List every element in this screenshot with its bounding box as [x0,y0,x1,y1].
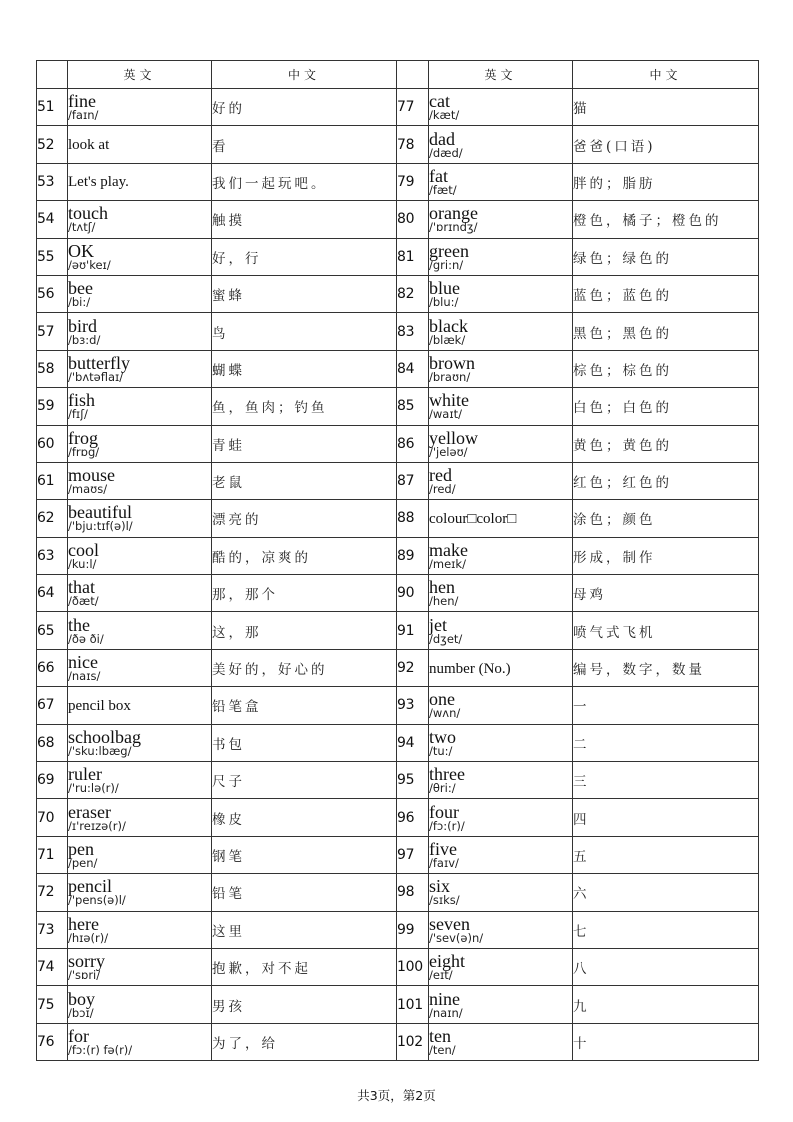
row-number: 68 [37,724,68,761]
english-word: brown [429,352,475,373]
row-number: 77 [397,89,429,126]
chinese-meaning: 三 [573,762,759,799]
english-word: that [68,577,95,598]
phonetic-transcription: /fɔ:(r) fə(r)/ [68,1042,133,1057]
row-number: 55 [37,238,68,275]
english-cell [429,163,573,200]
row-number: 90 [397,575,429,612]
row-number: 74 [37,948,68,985]
english-word: blue [429,278,460,299]
english-word: hen [429,577,455,598]
english-word: fish [68,390,95,411]
chinese-meaning: 青蛙 [212,425,397,462]
table-header-row [37,61,759,89]
phonetic-transcription: /braʊn/ [429,369,471,384]
row-number: 100 [397,948,429,985]
english-cell [429,275,573,312]
phonetic-transcription: /frɒg/ [68,444,100,459]
row-number: 88 [397,500,429,537]
english-cell [429,462,573,499]
chinese-meaning: 黄色；黄色的 [573,425,759,462]
english-word: make [429,539,468,560]
chinese-meaning: 为了，给 [212,1023,397,1060]
row-number: 89 [397,537,429,574]
chinese-meaning: 这里 [212,911,397,948]
table-row [37,649,759,686]
english-word: three [429,764,465,785]
chinese-meaning: 蓝色；蓝色的 [573,275,759,312]
chinese-meaning: 猫 [573,89,759,126]
english-cell [68,238,212,275]
english-word: six [429,876,451,897]
english-cell [68,724,212,761]
phonetic-transcription: /ten/ [429,1042,456,1057]
phonetic-transcription: /waɪt/ [429,407,462,422]
english-cell [429,89,573,126]
row-number: 102 [397,1023,429,1060]
english-word: here [68,913,99,934]
english-word: eight [429,951,465,972]
table-row [37,500,759,537]
english-cell [429,201,573,238]
chinese-meaning: 形成，制作 [573,537,759,574]
phonetic-transcription: /bɜ:d/ [68,332,101,347]
phonetic-transcription: /'jeləʊ/ [429,444,468,459]
english-cell [429,1023,573,1060]
phonetic-transcription: /eɪt/ [429,968,453,983]
english-cell [68,201,212,238]
chinese-meaning: 酷的，凉爽的 [212,537,397,574]
table-row [37,874,759,911]
english-cell [68,948,212,985]
english-cell [68,1023,212,1060]
chinese-meaning: 棕色；棕色的 [573,350,759,387]
english-cell [429,313,573,350]
chinese-meaning: 黑色；黑色的 [573,313,759,350]
english-word: one [429,689,455,710]
row-number: 99 [397,911,429,948]
phonetic-transcription: /'bju:tɪf(ə)l/ [68,519,133,534]
phonetic-transcription: /'ru:lə(r)/ [68,781,119,796]
english-word: nice [68,652,98,673]
row-number: 75 [37,986,68,1023]
chinese-meaning: 尺子 [212,762,397,799]
chinese-meaning: 铅笔盒 [212,687,397,724]
english-word: the [68,614,90,635]
english-word: boy [68,988,95,1009]
chinese-meaning: 五 [573,836,759,873]
chinese-meaning: 钢笔 [212,836,397,873]
english-word: eraser [68,801,111,822]
english-word: bird [68,315,97,336]
english-cell [68,762,212,799]
row-number: 70 [37,799,68,836]
row-number: 84 [397,350,429,387]
phonetic-transcription: /wʌn/ [429,706,461,721]
phonetic-transcription: /hɪə(r)/ [68,930,109,945]
chinese-meaning: 看 [212,126,397,163]
english-word: cool [68,539,99,560]
english-word: look at [68,137,110,154]
english-word: sorry [68,951,105,972]
table-row [37,911,759,948]
phonetic-transcription: /ku:l/ [68,556,97,571]
table-row [37,462,759,499]
chinese-meaning: 编号，数字，数量 [573,649,759,686]
english-word: four [429,801,459,822]
chinese-meaning: 男孩 [212,986,397,1023]
chinese-meaning: 四 [573,799,759,836]
english-cell [429,126,573,163]
english-word: beautiful [68,502,132,523]
phonetic-transcription: /sɪks/ [429,893,460,908]
chinese-meaning: 橡皮 [212,799,397,836]
table-row [37,537,759,574]
chinese-meaning: 十 [573,1023,759,1060]
table-row [37,313,759,350]
row-number: 54 [37,201,68,238]
english-cell [68,911,212,948]
english-cell [68,163,212,200]
row-number: 95 [397,762,429,799]
row-number: 76 [37,1023,68,1060]
english-cell [68,799,212,836]
english-cell [429,388,573,425]
chinese-meaning: 好，行 [212,238,397,275]
row-number: 82 [397,275,429,312]
english-cell [68,836,212,873]
english-cell [429,500,573,537]
english-cell [429,238,573,275]
english-cell [68,874,212,911]
table-row [37,612,759,649]
table-row [37,948,759,985]
english-word: two [429,726,456,747]
english-cell [68,687,212,724]
chinese-meaning: 七 [573,911,759,948]
row-number: 64 [37,575,68,612]
phonetic-transcription: /dʒet/ [429,631,463,646]
chinese-meaning: 蝴蝶 [212,350,397,387]
chinese-meaning: 六 [573,874,759,911]
table-row [37,1023,759,1060]
row-number: 98 [397,874,429,911]
row-number: 72 [37,874,68,911]
row-number: 71 [37,836,68,873]
english-cell [429,537,573,574]
header-number-left [37,61,68,89]
english-cell [429,836,573,873]
row-number: 94 [397,724,429,761]
english-cell [68,126,212,163]
english-cell [429,687,573,724]
chinese-meaning: 蜜蜂 [212,275,397,312]
row-number: 91 [397,612,429,649]
chinese-meaning: 鱼，鱼肉；钓鱼 [212,388,397,425]
row-number: 51 [37,89,68,126]
table-row [37,724,759,761]
table-row [37,575,759,612]
phonetic-transcription: /fæt/ [429,182,457,197]
english-cell [68,612,212,649]
table-row [37,163,759,200]
phonetic-transcription: /red/ [429,482,456,497]
phonetic-transcription: /bi:/ [68,295,91,310]
phonetic-transcription: /blu:/ [429,295,459,310]
table-row [37,89,759,126]
phonetic-transcription: /θri:/ [429,781,456,796]
phonetic-transcription: /bɔɪ/ [68,1005,94,1020]
table-row [37,201,759,238]
row-number: 78 [397,126,429,163]
phonetic-transcription: /fɪʃ/ [68,407,88,422]
row-number: 79 [397,163,429,200]
table-row [37,275,759,312]
row-number: 101 [397,986,429,1023]
header-number-right [397,61,429,89]
english-word: fat [429,165,448,186]
english-word: pencil [68,876,112,897]
phonetic-transcription: /naɪn/ [429,1005,463,1020]
english-word: yellow [429,427,478,448]
table-row [37,836,759,873]
english-cell [68,986,212,1023]
phonetic-transcription: /'sev(ə)n/ [429,930,484,945]
row-number: 73 [37,911,68,948]
phonetic-transcription: /tu:/ [429,743,453,758]
english-word: fine [68,91,96,112]
phonetic-transcription: /maʊs/ [68,482,108,497]
phonetic-transcription: /kæt/ [429,108,460,123]
english-word: five [429,839,457,859]
english-word: pencil box [68,697,131,714]
chinese-meaning: 九 [573,986,759,1023]
table-row [37,238,759,275]
row-number: 97 [397,836,429,873]
phonetic-transcription: /əʊ'keɪ/ [68,257,111,272]
english-word: red [429,465,452,486]
english-word: cat [429,91,450,112]
row-number: 60 [37,425,68,462]
row-number: 62 [37,500,68,537]
english-cell [68,537,212,574]
english-cell [429,425,573,462]
table-row [37,687,759,724]
phonetic-transcription: /ɪ'reɪzə(r)/ [68,818,126,833]
row-number: 87 [397,462,429,499]
phonetic-transcription: /blæk/ [429,332,466,347]
chinese-meaning: 一 [573,687,759,724]
english-word: orange [429,203,478,224]
english-word: seven [429,913,470,934]
chinese-meaning: 漂亮的 [212,500,397,537]
chinese-meaning: 美好的，好心的 [212,649,397,686]
english-word: green [429,240,469,261]
chinese-meaning: 白色；白色的 [573,388,759,425]
chinese-meaning: 喷气式飞机 [573,612,759,649]
phonetic-transcription: /ðə ði/ [68,631,104,646]
phonetic-transcription: /pen/ [68,856,98,870]
phonetic-transcription: /naɪs/ [68,669,101,684]
english-cell [68,275,212,312]
chinese-meaning: 触摸 [212,201,397,238]
page-footer: 共3页，第2页 [357,1088,436,1103]
english-cell [429,948,573,985]
row-number: 85 [397,388,429,425]
phonetic-transcription: /'pens(ə)l/ [68,893,126,908]
row-number: 92 [397,649,429,686]
chinese-meaning: 铅笔 [212,874,397,911]
english-word: nine [429,988,460,1009]
english-cell [429,575,573,612]
row-number: 67 [37,687,68,724]
row-number: 81 [397,238,429,275]
table-row [37,986,759,1023]
chinese-meaning: 爸爸(口语) [573,126,759,163]
chinese-meaning: 涂色；颜色 [573,500,759,537]
english-word: Let's play. [68,174,129,191]
chinese-meaning: 抱歉，对不起 [212,948,397,985]
chinese-meaning: 这，那 [212,612,397,649]
table-row [37,762,759,799]
row-number: 80 [397,201,429,238]
english-cell [429,799,573,836]
english-word: OK [68,240,94,261]
english-cell [68,462,212,499]
english-word: black [429,315,468,336]
row-number: 59 [37,388,68,425]
phonetic-transcription: /tʌtʃ/ [68,220,96,235]
phonetic-transcription: /'ɒrɪndʒ/ [429,220,478,235]
chinese-meaning: 红色；红色的 [573,462,759,499]
english-word: ten [429,1025,451,1046]
row-number: 57 [37,313,68,350]
chinese-meaning: 二 [573,724,759,761]
table-row [37,388,759,425]
header-chinese-left: 中文 [212,61,397,89]
phonetic-transcription: /hen/ [429,594,459,609]
english-cell [68,313,212,350]
english-cell [429,350,573,387]
english-cell [429,874,573,911]
english-word: mouse [68,465,115,486]
english-word: schoolbag [68,726,141,747]
chinese-meaning: 我们一起玩吧。 [212,163,397,200]
english-word: for [68,1025,89,1046]
row-number: 93 [397,687,429,724]
english-word: pen [68,839,94,859]
row-number: 56 [37,275,68,312]
english-cell [429,612,573,649]
english-word: jet [429,614,447,635]
phonetic-transcription: /faɪv/ [429,856,459,870]
vocabulary-table [36,60,759,1061]
phonetic-transcription: /meɪk/ [429,556,466,571]
row-number: 52 [37,126,68,163]
chinese-meaning: 绿色；绿色的 [573,238,759,275]
table-row [37,126,759,163]
english-cell [68,350,212,387]
table-row [37,425,759,462]
row-number: 96 [397,799,429,836]
row-number: 69 [37,762,68,799]
row-number: 63 [37,537,68,574]
row-number: 53 [37,163,68,200]
header-english-right: 英文 [429,61,573,89]
english-cell [68,575,212,612]
chinese-meaning: 书包 [212,724,397,761]
chinese-meaning: 八 [573,948,759,985]
phonetic-transcription: /ðæt/ [68,594,99,609]
row-number: 66 [37,649,68,686]
english-cell [68,425,212,462]
table-row [37,799,759,836]
chinese-meaning: 胖的；脂肪 [573,163,759,200]
row-number: 83 [397,313,429,350]
english-word: white [429,390,469,411]
row-number: 61 [37,462,68,499]
english-cell [429,724,573,761]
row-number: 86 [397,425,429,462]
english-word: number (No.) [429,660,511,677]
english-word: ruler [68,764,102,785]
english-cell [68,89,212,126]
english-cell [68,649,212,686]
phonetic-transcription: /'bʌtəflaɪ/ [68,369,124,384]
row-number: 65 [37,612,68,649]
english-cell [429,911,573,948]
chinese-meaning: 那，那个 [212,575,397,612]
phonetic-transcription: /dæd/ [429,145,463,160]
row-number: 58 [37,350,68,387]
table-row [37,350,759,387]
english-cell [429,649,573,686]
chinese-meaning: 老鼠 [212,462,397,499]
phonetic-transcription: /faɪn/ [68,108,99,123]
english-word: colour□color□ [429,510,517,527]
english-word: frog [68,427,98,448]
english-cell [429,986,573,1023]
chinese-meaning: 鸟 [212,313,397,350]
phonetic-transcription: /gri:n/ [429,257,464,272]
chinese-meaning: 橙色，橘子；橙色的 [573,201,759,238]
english-cell [429,762,573,799]
header-english-left: 英文 [68,61,212,89]
english-word: touch [68,203,108,224]
english-word: butterfly [68,352,130,373]
english-cell [68,388,212,425]
english-word: bee [68,278,93,299]
english-word: dad [429,128,455,149]
english-cell [68,500,212,537]
phonetic-transcription: /'sɒri/ [68,968,101,983]
header-chinese-right: 中文 [573,61,759,89]
phonetic-transcription: /'sku:lbæg/ [68,743,132,758]
chinese-meaning: 好的 [212,89,397,126]
chinese-meaning: 母鸡 [573,575,759,612]
phonetic-transcription: /fɔ:(r)/ [429,818,465,833]
